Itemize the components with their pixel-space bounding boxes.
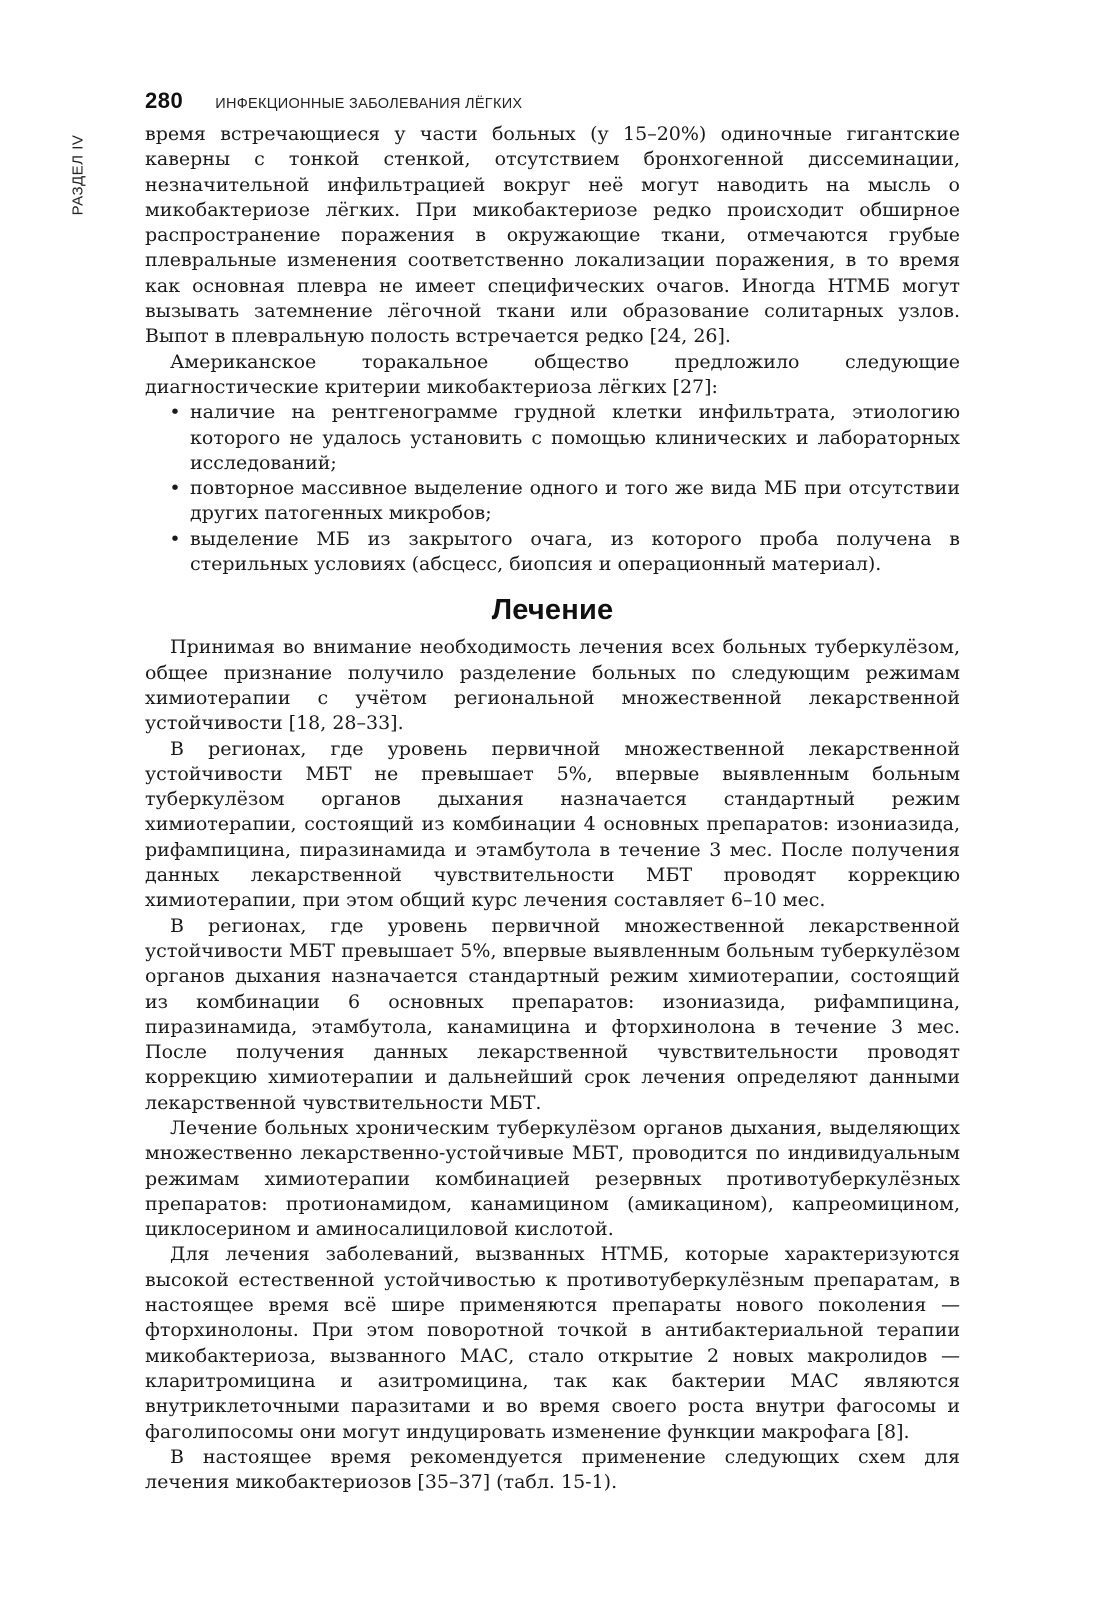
- paragraph: Для лечения заболеваний, вызванных НТМБ, которые характеризуются высокой естественной устойчивостью к противотуберкулёзным препаратам, в настоящее время всё шире применяются препараты нового поколения — фторхинолоны. При этом поворотной точкой в антибактериальной терапии микобактериоза, вызванного МАС, стало открытие 2 новых макролидов — кларитромицина и азитромицина, так как бактерии МАС являются внутриклеточными паразитами и во время своего роста внутри фагосомы и фаголипосомы они могут индуцировать изменение функции макрофага [8].: [145, 1243, 960, 1443]
- section-side-label: [64, 130, 92, 220]
- list-item: [145, 400, 960, 476]
- bullet-icon: •: [169, 477, 181, 500]
- list-item-text: повторное массивное выделение одного и того же вида МБ при отсутствии других патогенных микробов;: [190, 477, 960, 525]
- section-side-label-text: РАЗДЕЛ IV: [69, 134, 87, 216]
- paragraph: В регионах, где уровень первичной множественной лекарственной устойчивости МБТ не превышает 5%, впервые выявленным больным туберкулёзом органов дыхания назначается стандартный режим химиотерапии, состоящий из комбинации 4 основных препаратов: изониазида, рифампицина, пиразинамида и этамбутола в течение 3 мес. После получения данных лекарственной чувствительности МБТ проводят коррекцию химиотерапии, при этом общий курс лечения составляет 6–10 мес.: [145, 737, 960, 912]
- list-item-text: наличие на рентгенограмме грудной клетки инфильтрата, этиологию которого не удалось установить с помощью клинических и лабораторных исследований;: [190, 401, 960, 474]
- diagnostic-criteria-list: [145, 400, 960, 577]
- paragraph-criteria-intro: Американское торакальное общество предложило следующие диагностические критерии микобактериоза лёгких [27]:: [145, 350, 960, 398]
- page-body: [145, 122, 960, 1495]
- running-head: ИНФЕКЦИОННЫЕ ЗАБОЛЕВАНИЯ ЛЁГКИХ: [215, 96, 523, 112]
- page-number: 280: [145, 88, 184, 113]
- paragraph: В настоящее время рекомендуется применение следующих схем для лечения микобактериозов [35–37] (табл. 15-1).: [145, 1445, 960, 1494]
- page-header: [145, 88, 522, 114]
- list-item-text: выделение МБ из закрытого очага, из которого проба получена в стерильных условиях (абсцесс, биопсия и операционный материал).: [190, 527, 960, 576]
- paragraph: Лечение больных хроническим туберкулёзом органов дыхания, выделяющих множественно лекарственно-устойчивые МБТ, проводится по индивидуальным режимам химиотерапии комбинацией резервных противотуберкулёзных препаратов: протионамидом, канамицином (амикацином), капреомицином, циклосерином и аминосалициловой кислотой.: [145, 1116, 960, 1241]
- section-heading: Лечение: [491, 594, 614, 627]
- bullet-icon: •: [169, 527, 181, 550]
- bullet-icon: •: [169, 401, 181, 424]
- paragraph: Принимая во внимание необходимость лечения всех больных туберкулёзом, общее признание получило разделение больных по следующим режимам химиотерапии с учётом региональной множественной лекарственной устойчивости [18, 28–33].: [145, 636, 960, 735]
- paragraph: В регионах, где уровень первичной множественной лекарственной устойчивости МБТ превышает 5%, впервые выявленным больным туберкулёзом органов дыхания назначается стандартный режим химиотерапии, состоящий из комбинации 6 основных препаратов: изониазида, рифампицина, пиразинамида, этамбутола, канамицина и фторхинолона в течение 3 мес. После получения данных лекарственной чувствительности проводят коррекцию химиотерапии и дальнейший срок лечения определяют данными лекарственной чувствительности МБТ.: [145, 914, 960, 1114]
- paragraph-continued: время встречающиеся у части больных (у 15–20%) одиночные гигантские каверны с тонкой стенкой, отсутствием бронхогенной диссеминации, незначительной инфильтрацией вокруг неё могут наводить на мысль о микобактериозе лёгких. При микобактериозе редко происходит обширное распространение поражения в окружающие ткани, отмечаются грубые плевральные изменения соответственно локализации поражения, в то время как основная плевра не имеет специфических очагов. Иногда НТМБ могут вызывать затемнение лёгочной ткани или образование солитарных узлов. Выпот в плевральную полость встречается редко [24, 26].: [145, 123, 960, 348]
- list-item: [145, 476, 960, 527]
- list-item: [145, 527, 960, 578]
